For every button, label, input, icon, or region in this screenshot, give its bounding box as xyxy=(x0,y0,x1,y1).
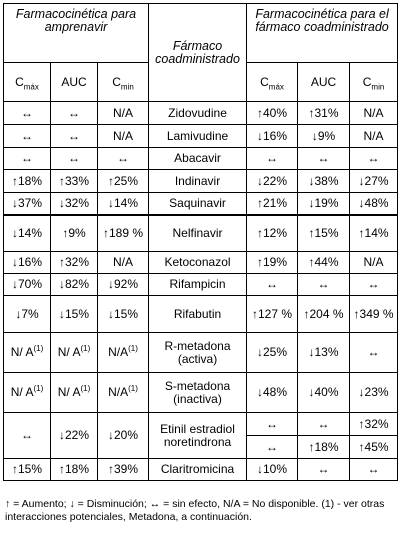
drug-name-text: Rifabutin xyxy=(173,306,222,321)
amprenavir-cmin xyxy=(98,215,149,252)
coadmin-cmin-text: ↑349 % xyxy=(353,306,394,321)
amprenavir-cmax-text: ↔ xyxy=(21,128,33,143)
coadmin-cmax-text: ↔ xyxy=(266,151,279,165)
coadmin-cmin xyxy=(350,436,398,459)
coadmin-auc-text: ↑15% xyxy=(308,225,339,240)
amprenavir-cmax xyxy=(4,193,51,215)
cmin-base: C xyxy=(362,74,372,89)
coadmin-cmax-text: ↑21% xyxy=(257,195,288,210)
coadmin-cmax xyxy=(247,170,298,193)
amprenavir-cmax-text: ↔ xyxy=(21,428,33,442)
coadmin-cmin-text: ↑14% xyxy=(358,225,389,240)
amprenavir-auc xyxy=(51,413,98,459)
coadmin-cmax-text: ↑12% xyxy=(257,225,288,240)
drug-name xyxy=(149,373,247,413)
amprenavir-auc xyxy=(51,215,98,252)
coadmin-auc-text: ↔ xyxy=(317,151,330,165)
coadmin-cmin xyxy=(350,274,398,296)
drug-name xyxy=(149,333,247,373)
amprenavir-cmax-text: ↓16% xyxy=(11,255,43,269)
coadmin-cmin-text: N/A xyxy=(363,105,384,120)
col-header-cmin-b xyxy=(350,63,398,102)
drug-name xyxy=(149,125,247,148)
header-coadministered-pk xyxy=(247,4,398,63)
coadmin-cmin-text: N/A xyxy=(363,255,384,269)
amprenavir-cmax-text: ↓70% xyxy=(11,277,43,291)
coadmin-auc-text: ↓38% xyxy=(308,173,339,188)
coadmin-cmin xyxy=(350,148,398,170)
amprenavir-cmax-text: N/ A xyxy=(10,345,34,359)
amprenavir-auc-text: ↔ xyxy=(68,151,80,165)
coadmin-auc-text: ↑18% xyxy=(308,439,339,454)
drug-name-text: Ketoconazol xyxy=(164,255,231,269)
coadmin-auc xyxy=(298,274,350,296)
drug-name-text: Rifampicin xyxy=(169,277,226,291)
coadmin-auc-text: ↓40% xyxy=(308,385,339,399)
drug-name-text: Nelfinavir xyxy=(172,225,223,240)
coadmin-auc-text: ↑204 % xyxy=(303,306,344,321)
drug-name-text: S-metadona (inactiva) xyxy=(164,378,231,406)
coadmin-cmax xyxy=(247,459,298,481)
amprenavir-auc-footnote-ref: (1) xyxy=(80,344,91,353)
amprenavir-cmin xyxy=(98,102,149,125)
coadmin-auc xyxy=(298,148,350,170)
amprenavir-cmax-footnote-ref: (1) xyxy=(33,344,44,353)
footnote: ↑ = Aumento; ↓ = Disminución; ↔ = sin efecto, N/A = No disponible. (1) - ver otras interacciones potenciales, Metadona, a continuación. xyxy=(5,498,385,523)
table-row xyxy=(4,125,398,148)
amprenavir-auc xyxy=(51,170,98,193)
table-row xyxy=(4,170,398,193)
table-row xyxy=(4,274,398,296)
table-row xyxy=(4,252,398,274)
amprenavir-auc-text: N/ A xyxy=(57,345,81,359)
cmax-base: C xyxy=(260,74,269,89)
coadmin-cmax xyxy=(247,296,298,333)
coadmin-auc xyxy=(298,296,350,333)
col-header-cmax-b xyxy=(247,63,298,102)
coadmin-cmax xyxy=(247,125,298,148)
amprenavir-cmax xyxy=(4,252,51,274)
coadmin-cmin xyxy=(350,125,398,148)
amprenavir-cmax xyxy=(4,170,51,193)
cmin-sub: min xyxy=(120,81,134,91)
coadmin-auc xyxy=(298,125,350,148)
amprenavir-cmin-text: ↓14% xyxy=(107,195,139,210)
amprenavir-cmin-text: ↑25% xyxy=(107,173,139,188)
amprenavir-cmin xyxy=(98,296,149,333)
coadmin-cmax xyxy=(247,215,298,252)
amprenavir-cmax xyxy=(4,274,51,296)
amprenavir-auc xyxy=(51,373,98,413)
coadmin-cmax-text: ↑127 % xyxy=(252,306,293,321)
coadmin-auc-text: ↔ xyxy=(317,416,330,431)
table-row xyxy=(4,148,398,170)
amprenavir-cmax-text: ↑18% xyxy=(11,173,43,188)
drug-name-text: Zidovudine xyxy=(168,105,227,120)
coadmin-auc-text: ↔ xyxy=(317,462,330,476)
coadmin-auc xyxy=(298,436,350,459)
amprenavir-cmax-text: ↓7% xyxy=(15,306,39,321)
table-row xyxy=(4,296,398,333)
coadmin-cmax-text: ↔ xyxy=(266,416,279,431)
interaction-table xyxy=(3,3,398,481)
cmin-base: C xyxy=(112,74,121,89)
table-row xyxy=(4,413,398,436)
amprenavir-cmin-text: ↔ xyxy=(117,151,129,165)
coadmin-auc xyxy=(298,373,350,413)
amprenavir-cmax xyxy=(4,373,51,413)
amprenavir-cmin xyxy=(98,148,149,170)
coadmin-cmin xyxy=(350,413,398,436)
drug-name-text: Indinavir xyxy=(174,173,221,188)
amprenavir-auc xyxy=(51,102,98,125)
table-row xyxy=(4,333,398,373)
coadmin-cmax-text: ↓22% xyxy=(257,173,288,188)
amprenavir-cmax xyxy=(4,148,51,170)
coadmin-cmin xyxy=(350,459,398,481)
table-row xyxy=(4,102,398,125)
header-coadministered-drug xyxy=(149,4,247,102)
amprenavir-cmax-text: N/ A xyxy=(10,385,34,399)
amprenavir-cmax xyxy=(4,296,51,333)
col-header-auc-b xyxy=(298,63,350,102)
amprenavir-cmin-text: N/A xyxy=(113,128,134,143)
coadmin-cmin xyxy=(350,333,398,373)
coadmin-cmin-text: ↓48% xyxy=(358,195,389,210)
amprenavir-auc-text: ↓32% xyxy=(58,195,90,210)
coadmin-cmax-text: ↓16% xyxy=(257,128,288,143)
drug-name xyxy=(149,215,247,252)
coadmin-cmin xyxy=(350,170,398,193)
auc-label: AUC xyxy=(61,74,87,89)
coadmin-cmax xyxy=(247,148,298,170)
coadmin-cmin xyxy=(350,373,398,413)
amprenavir-cmax xyxy=(4,125,51,148)
coadmin-cmin xyxy=(350,252,398,274)
coadmin-cmin-text: ↓27% xyxy=(358,173,389,188)
cmax-sub: máx xyxy=(23,81,39,91)
amprenavir-cmax-text: ↓14% xyxy=(11,225,43,240)
coadmin-auc-text: ↔ xyxy=(317,277,330,291)
header-amprenavir-pk-text: Farmacocinética para amprenavir xyxy=(15,7,137,34)
drug-name xyxy=(149,252,247,274)
coadmin-cmin-text: ↔ xyxy=(367,151,380,165)
amprenavir-cmin-text: ↑189 % xyxy=(102,225,144,240)
amprenavir-cmin xyxy=(98,373,149,413)
amprenavir-cmin-footnote-ref: (1) xyxy=(128,384,138,393)
coadmin-auc-text: ↓19% xyxy=(308,195,339,210)
amprenavir-auc-text: ↔ xyxy=(68,128,80,143)
coadmin-cmax xyxy=(247,274,298,296)
col-header-cmin-a xyxy=(98,63,149,102)
amprenavir-cmin xyxy=(98,413,149,459)
amprenavir-cmax xyxy=(4,459,51,481)
amprenavir-auc xyxy=(51,148,98,170)
amprenavir-auc-text: ↑33% xyxy=(58,173,90,188)
amprenavir-cmax xyxy=(4,215,51,252)
amprenavir-cmin xyxy=(98,125,149,148)
amprenavir-auc xyxy=(51,125,98,148)
coadmin-auc xyxy=(298,193,350,215)
amprenavir-cmax xyxy=(4,413,51,459)
coadmin-cmax xyxy=(247,413,298,436)
cmax-sub: máx xyxy=(268,81,284,91)
drug-name-text: Lamivudine xyxy=(166,128,229,143)
drug-name xyxy=(149,193,247,215)
drug-name xyxy=(149,274,247,296)
amprenavir-cmin-text: ↓15% xyxy=(107,306,139,321)
drug-name-text: Saquinavir xyxy=(169,195,226,210)
coadmin-cmax xyxy=(247,102,298,125)
amprenavir-auc-text: ↑9% xyxy=(62,225,86,240)
amprenavir-cmax-text: ↔ xyxy=(21,151,33,165)
amprenavir-cmin xyxy=(98,333,149,373)
coadmin-cmax-text: ↔ xyxy=(266,277,279,291)
amprenavir-cmin xyxy=(98,274,149,296)
amprenavir-cmax-footnote-ref: (1) xyxy=(33,384,44,393)
amprenavir-cmin-text: ↓92% xyxy=(107,277,139,291)
coadmin-cmin-text: ↑32% xyxy=(358,416,389,431)
coadmin-cmax-text: ↔ xyxy=(266,439,279,454)
coadmin-cmax-text: ↑40% xyxy=(257,105,288,120)
amprenavir-auc-text: ↔ xyxy=(68,105,80,120)
drug-name-text: Etinil estradiol noretindrona xyxy=(160,421,235,449)
amprenavir-cmin-text: N/A xyxy=(113,255,134,269)
coadmin-auc xyxy=(298,215,350,252)
coadmin-auc xyxy=(298,413,350,436)
amprenavir-auc-text: ↑18% xyxy=(58,462,90,476)
coadmin-cmax-text: ↓48% xyxy=(257,385,288,399)
table-row xyxy=(4,193,398,215)
coadmin-cmin xyxy=(350,102,398,125)
amprenavir-cmax-text: ↑15% xyxy=(11,462,43,476)
drug-name-text: Claritromicina xyxy=(160,462,235,476)
amprenavir-auc-text: ↓15% xyxy=(58,306,90,321)
amprenavir-cmin-footnote-ref: (1) xyxy=(128,344,138,353)
amprenavir-auc-footnote-ref: (1) xyxy=(80,384,91,393)
drug-name-text: Abacavir xyxy=(174,151,221,165)
amprenavir-cmin-text: N/A xyxy=(108,385,129,399)
coadmin-cmin xyxy=(350,296,398,333)
table-row xyxy=(4,215,398,252)
coadmin-cmax xyxy=(247,252,298,274)
coadmin-auc-text: ↓13% xyxy=(308,345,339,359)
cmax-base: C xyxy=(15,74,24,89)
amprenavir-cmin-text: N/A xyxy=(113,105,134,120)
coadmin-auc xyxy=(298,252,350,274)
amprenavir-cmax xyxy=(4,102,51,125)
amprenavir-cmin-text: ↑39% xyxy=(107,462,139,476)
drug-name xyxy=(149,102,247,125)
amprenavir-auc-text: ↓82% xyxy=(58,277,90,291)
coadmin-cmax-text: ↑19% xyxy=(257,255,288,269)
coadmin-cmax-text: ↓10% xyxy=(257,462,288,476)
amprenavir-cmin xyxy=(98,252,149,274)
drug-name xyxy=(149,459,247,481)
amprenavir-cmin-text: N/A xyxy=(108,345,129,359)
drug-name xyxy=(149,296,247,333)
amprenavir-auc xyxy=(51,333,98,373)
coadmin-cmax xyxy=(247,193,298,215)
amprenavir-cmax-text: ↓37% xyxy=(11,195,43,210)
coadmin-cmax-text: ↓25% xyxy=(257,345,288,359)
amprenavir-auc xyxy=(51,193,98,215)
coadmin-auc xyxy=(298,333,350,373)
coadmin-cmin xyxy=(350,193,398,215)
amprenavir-cmin xyxy=(98,170,149,193)
amprenavir-auc xyxy=(51,459,98,481)
amprenavir-cmin-text: ↓20% xyxy=(107,428,139,442)
header-coadministered-drug-text: Fármaco coadministrado xyxy=(155,38,240,66)
col-header-auc-a xyxy=(51,63,98,102)
amprenavir-cmax-text: ↔ xyxy=(21,105,33,120)
amprenavir-auc xyxy=(51,252,98,274)
auc-label: AUC xyxy=(310,74,337,89)
drug-name xyxy=(149,148,247,170)
coadmin-cmin-text: N/A xyxy=(363,128,384,143)
coadmin-cmin-text: ↑45% xyxy=(358,439,389,454)
drug-name xyxy=(149,170,247,193)
coadmin-cmax xyxy=(247,436,298,459)
table-row xyxy=(4,459,398,481)
amprenavir-auc xyxy=(51,296,98,333)
drug-name xyxy=(149,413,247,459)
table-row xyxy=(4,373,398,413)
amprenavir-auc xyxy=(51,274,98,296)
coadmin-auc xyxy=(298,459,350,481)
amprenavir-cmin xyxy=(98,193,149,215)
amprenavir-auc-text: ↓22% xyxy=(58,428,90,442)
amprenavir-auc-text: N/ A xyxy=(57,385,81,399)
coadmin-cmin xyxy=(350,215,398,252)
coadmin-auc-text: ↑31% xyxy=(308,105,339,120)
coadmin-cmax xyxy=(247,333,298,373)
drug-name-text: R-metadona (activa) xyxy=(164,338,231,366)
coadmin-auc-text: ↓9% xyxy=(311,128,336,143)
cmin-sub: min xyxy=(371,81,385,91)
amprenavir-cmax xyxy=(4,333,51,373)
coadmin-cmin-text: ↔ xyxy=(367,462,380,476)
coadmin-cmin-text: ↔ xyxy=(367,277,380,291)
coadmin-cmin-text: ↓23% xyxy=(358,385,389,399)
coadmin-auc-text: ↑44% xyxy=(308,255,339,269)
header-coadministered-pk-text: Farmacocinética para el fármaco coadministrado xyxy=(255,7,389,34)
coadmin-cmax xyxy=(247,373,298,413)
coadmin-auc xyxy=(298,170,350,193)
header-amprenavir-pk xyxy=(4,4,149,63)
col-header-cmax-a xyxy=(4,63,51,102)
amprenavir-cmin xyxy=(98,459,149,481)
coadmin-auc xyxy=(298,102,350,125)
amprenavir-auc-text: ↑32% xyxy=(58,255,90,269)
coadmin-cmin-text: ↔ xyxy=(367,345,380,359)
